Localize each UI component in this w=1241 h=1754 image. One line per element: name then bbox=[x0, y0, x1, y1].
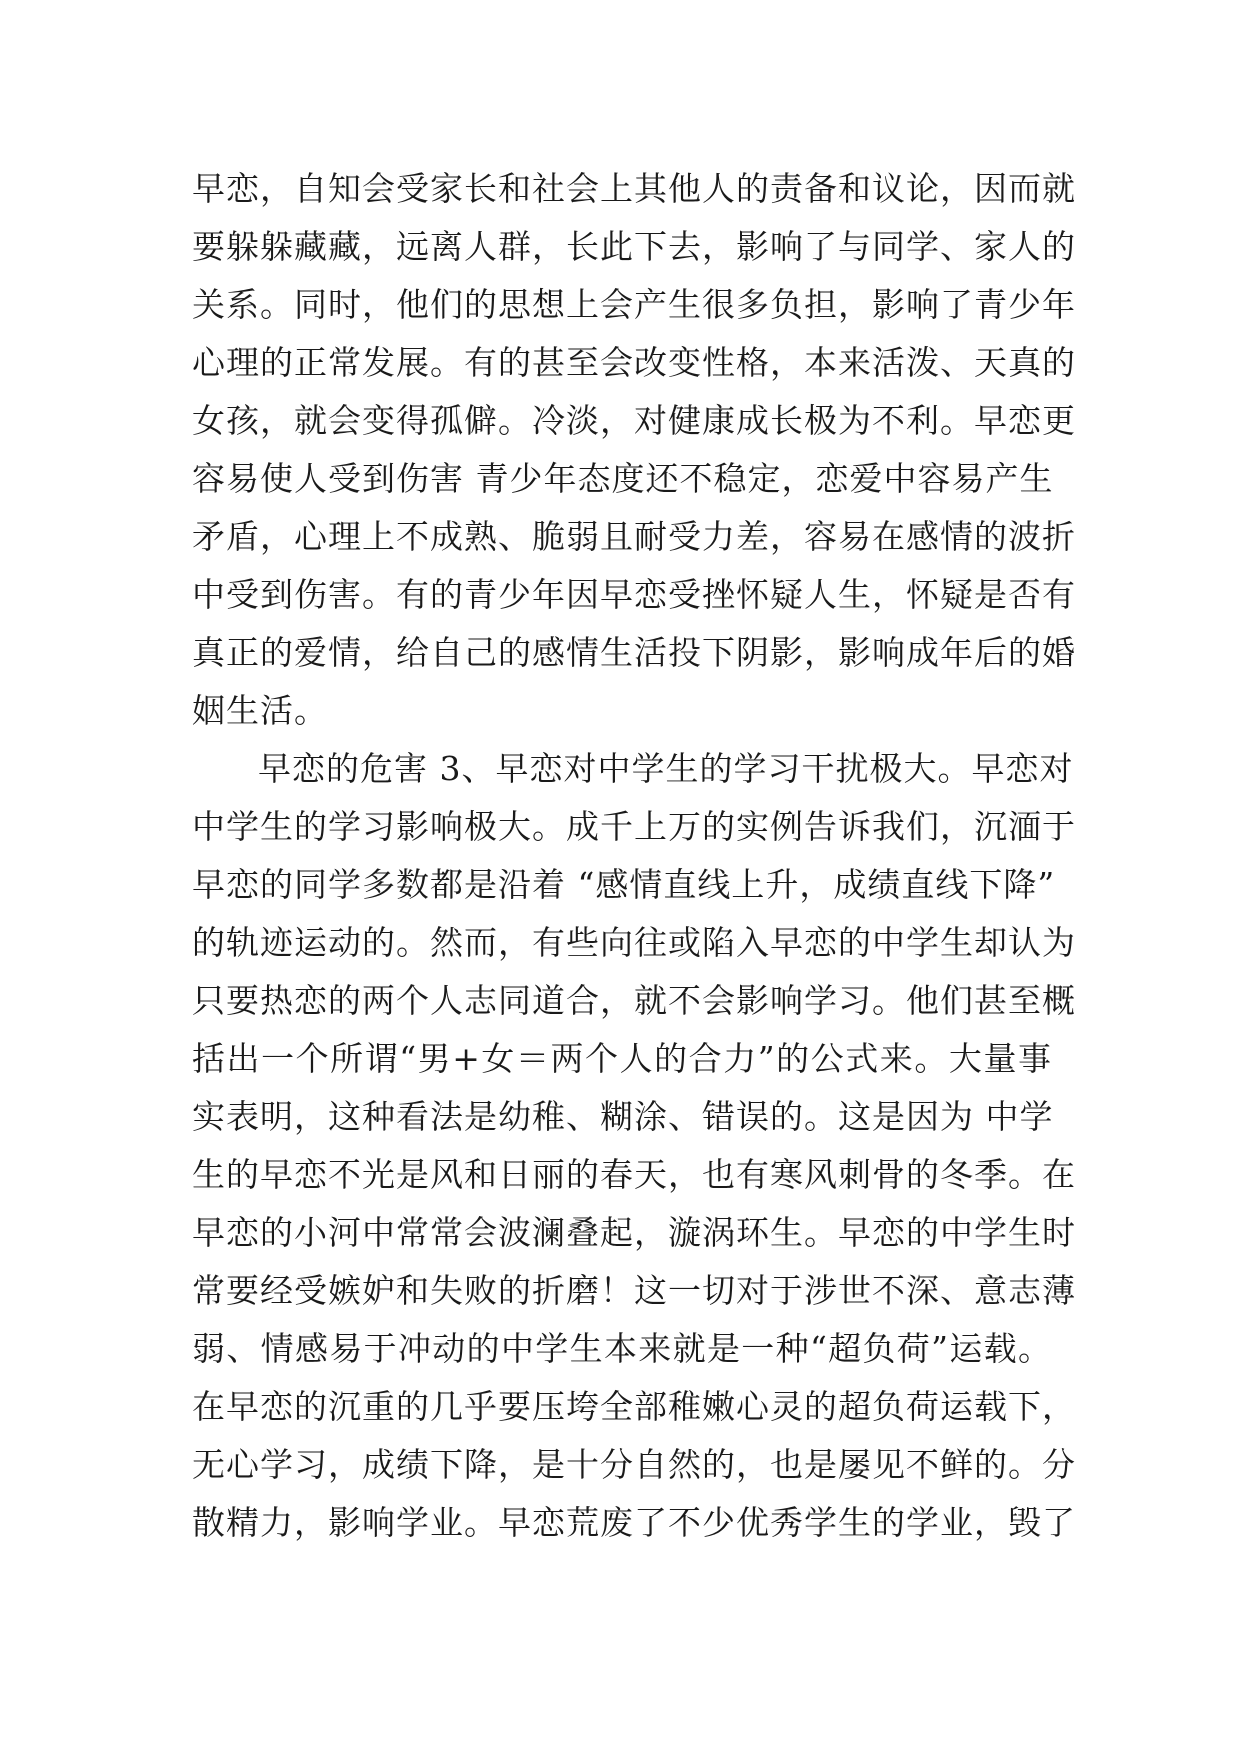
text-line: 括出一个所谓“男+女＝两个人的合力”的公式来。大量事 bbox=[192, 1039, 1052, 1078]
text-line: 中学生的学习影响极大。成千上万的实例告诉我们，沉湎于 bbox=[192, 807, 1076, 846]
text-line: 心理的正常发展。有的甚至会改变性格，本来活泼、天真的 bbox=[192, 343, 1076, 382]
text-line: 中受到伤害。有的青少年因早恋受挫怀疑人生，怀疑是否有 bbox=[192, 575, 1076, 614]
text-line: 生的早恋不光是风和日丽的春天，也有寒风刺骨的冬季。在 bbox=[192, 1155, 1076, 1194]
text-line: 常要经受嫉妒和失败的折磨！这一切对于涉世不深、意志薄 bbox=[192, 1271, 1076, 1310]
text-line: 弱、情感易于冲动的中学生本来就是一种“超负荷”运载。 bbox=[192, 1329, 1052, 1368]
text-line: 在早恋的沉重的几乎要压垮全部稚嫩心灵的超负荷运载下， bbox=[192, 1387, 1076, 1426]
body-text bbox=[192, 160, 1076, 1552]
text-line: 无心学习，成绩下降，是十分自然的，也是屡见不鲜的。分 bbox=[192, 1445, 1076, 1484]
text-line: 早恋的小河中常常会波澜叠起，漩涡环生。早恋的中学生时 bbox=[192, 1213, 1076, 1252]
text-line: 早恋的危害 3、早恋对中学生的学习干扰极大。早恋对 bbox=[258, 749, 1074, 788]
text-line: 早恋的同学多数都是沿着 “感情直线上升，成绩直线下降” bbox=[192, 865, 1056, 904]
text-line: 的轨迹运动的。然而，有些向往或陷入早恋的中学生却认为 bbox=[192, 923, 1076, 962]
text-line: 实表明，这种看法是幼稚、糊涂、错误的。这是因为 中学 bbox=[192, 1097, 1054, 1136]
text-line: 真正的爱情，给自己的感情生活投下阴影，影响成年后的婚 bbox=[192, 633, 1076, 672]
text-line: 要躲躲藏藏，远离人群，长此下去，影响了与同学、家人的 bbox=[192, 227, 1076, 266]
text-line: 容易使人受到伤害 青少年态度还不稳定，恋爱中容易产生 bbox=[192, 459, 1054, 498]
text-line: 姻生活。 bbox=[192, 691, 328, 730]
text-line: 关系。同时，他们的思想上会产生很多负担，影响了青少年 bbox=[192, 285, 1076, 324]
text-line: 只要热恋的两个人志同道合，就不会影响学习。他们甚至概 bbox=[192, 981, 1076, 1020]
text-line: 早恋，自知会受家长和社会上其他人的责备和议论，因而就 bbox=[192, 169, 1076, 208]
text-line: 女孩，就会变得孤僻。冷淡，对健康成长极为不利。早恋更 bbox=[192, 401, 1076, 440]
text-line: 散精力，影响学业。早恋荒废了不少优秀学生的学业，毁了 bbox=[192, 1503, 1076, 1542]
text-line: 矛盾，心理上不成熟、脆弱且耐受力差，容易在感情的波折 bbox=[192, 517, 1076, 556]
